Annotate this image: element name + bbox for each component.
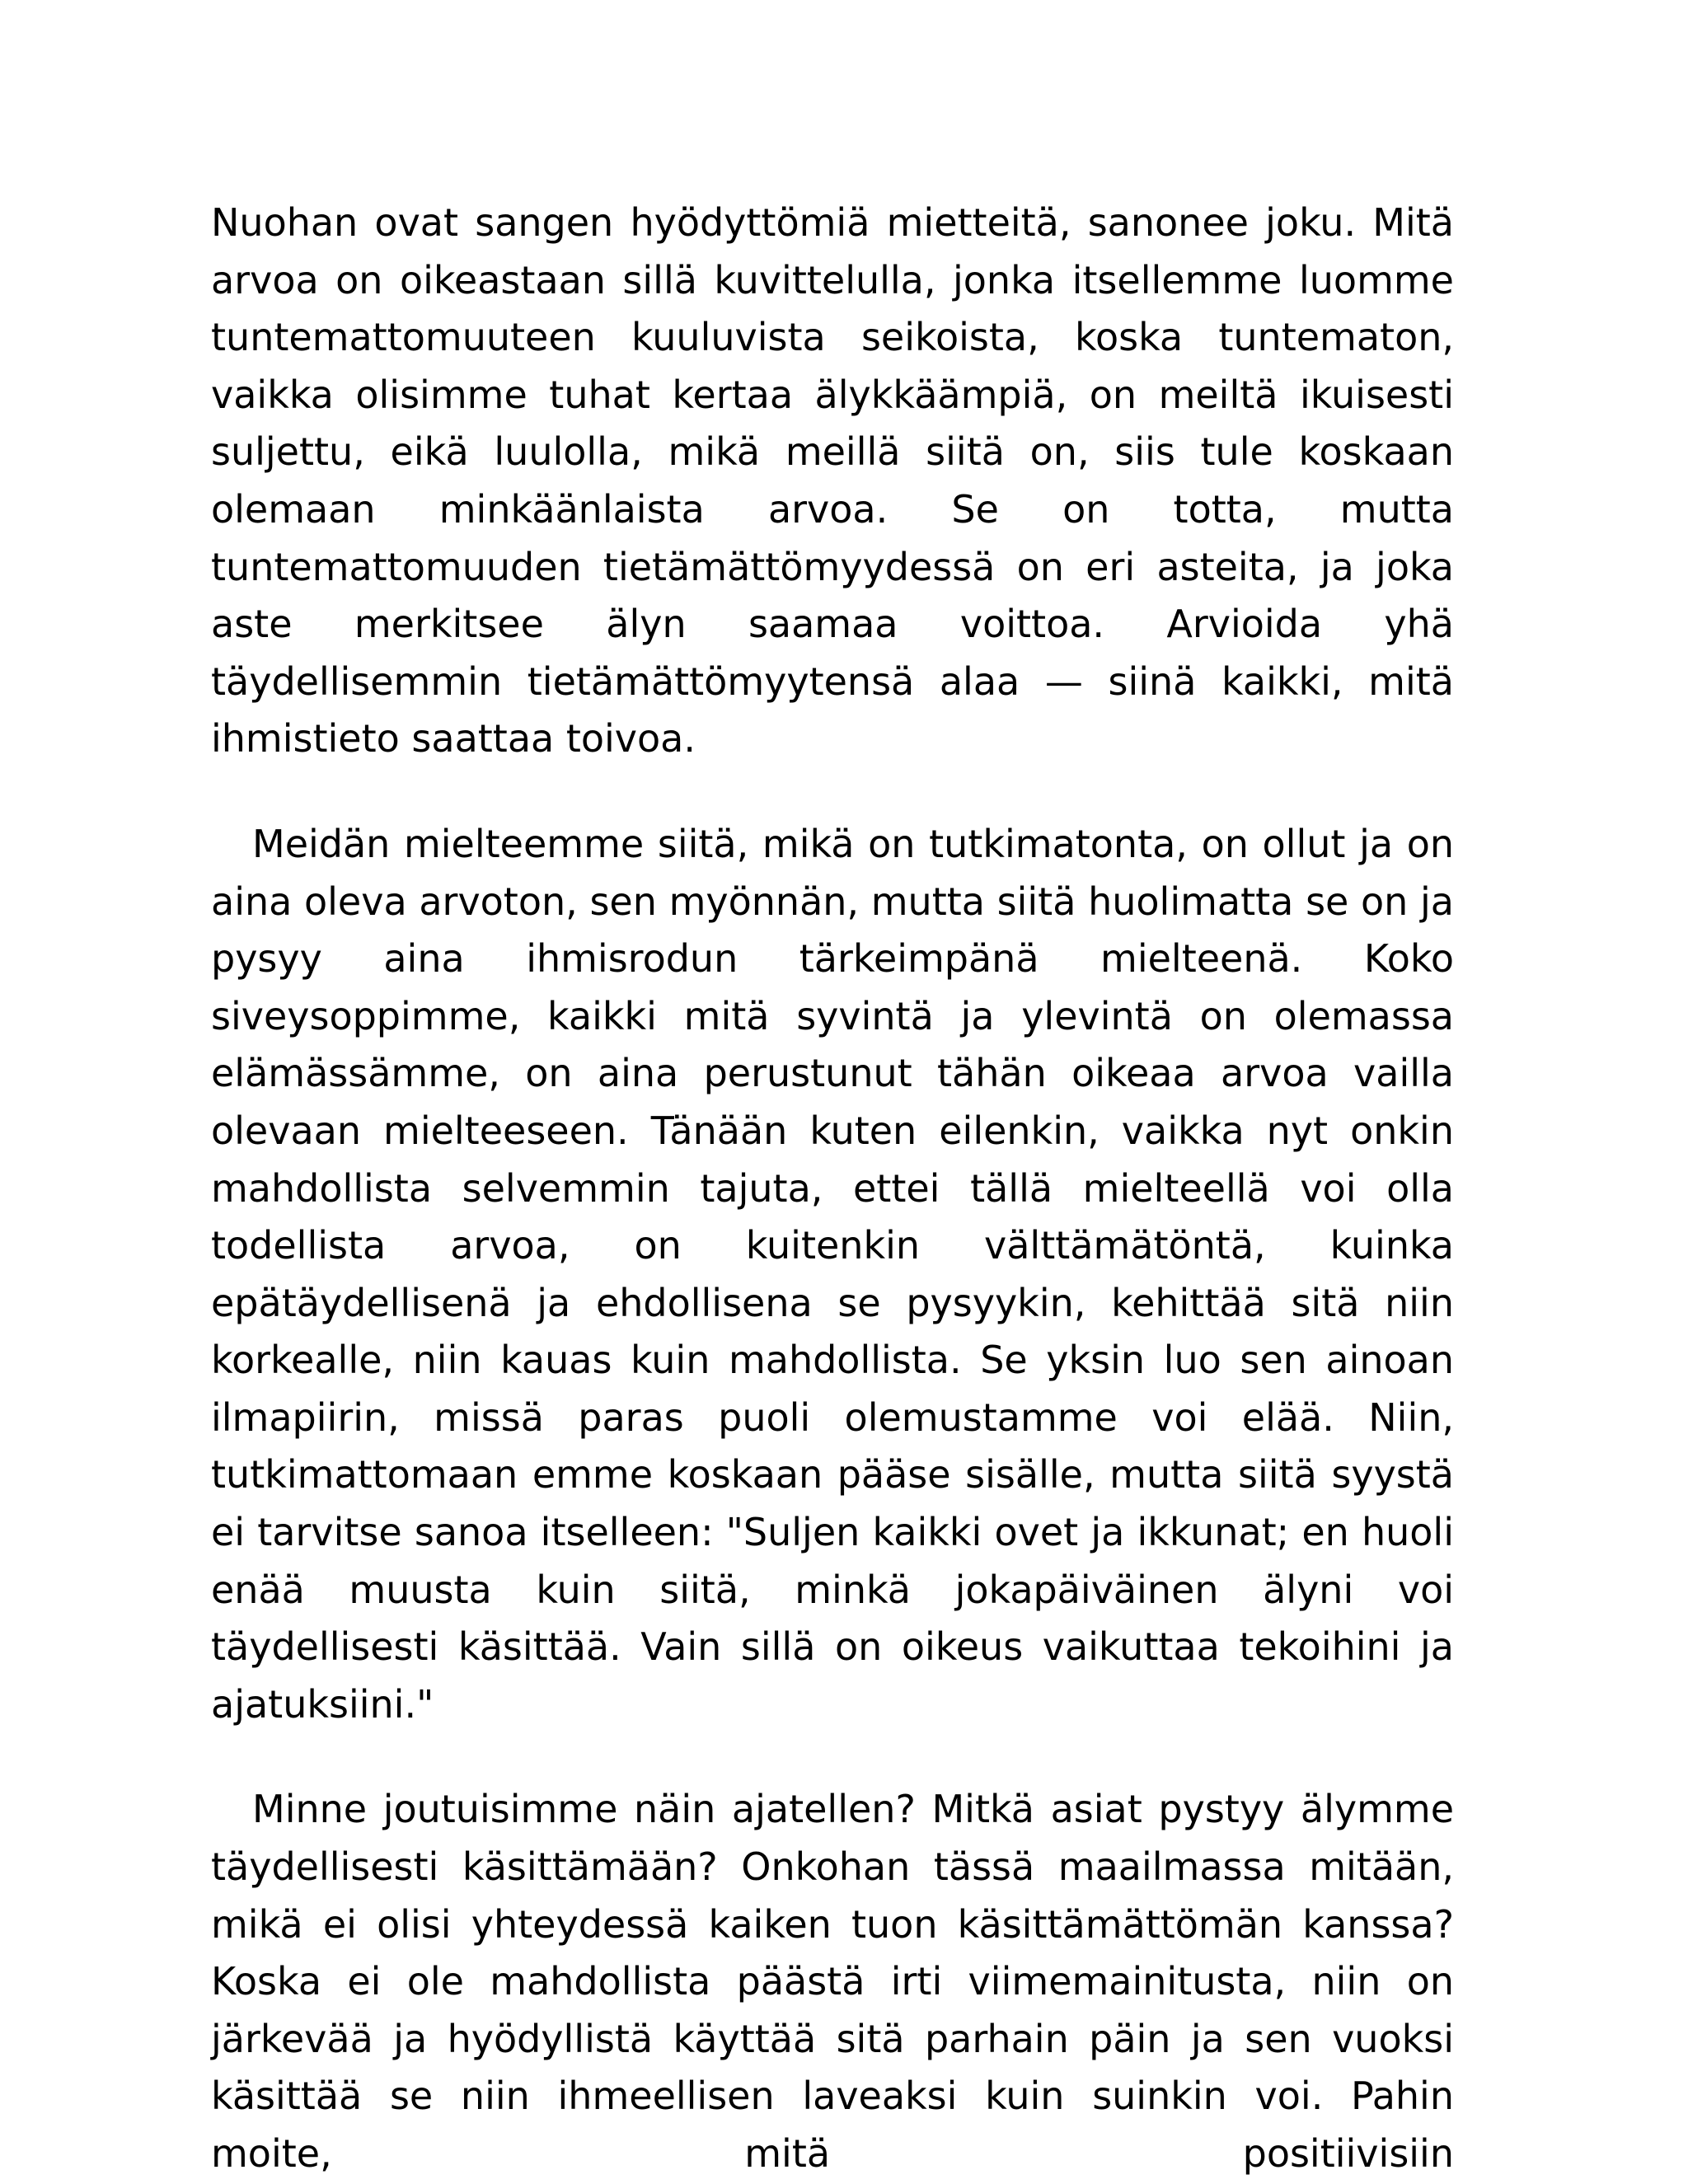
paragraph-3: Minne joutuisimme näin ajatellen? Mitkä asiat pystyy älymme täydellisesti käsittämään? Onkohan tässä maailmassa mitään, mikä ei olisi yhteydessä kaiken tuon käsittämättömän kanssa? Koska ei ole mahdollista päästä irti viimemainitusta, niin on järkevää ja hyödyllistä käyttää sitä parhain päin ja sen vuoksi käsittää se niin ihmeellisen laveaksi kuin suinkin voi. Pahin moite, mitä positiivisiin bbox=[211, 1787, 1454, 2176]
text-column bbox=[211, 194, 1454, 2183]
paragraph-1: Nuohan ovat sangen hyödyttömiä mietteitä, sanonee joku. Mitä arvoa on oikeastaan sillä kuvittelulla, jonka itsellemme luomme tuntemattomuuteen kuuluvista seikoista, koska tuntematon, vaikka olisimme tuhat kertaa älykkäämpiä, on meiltä ikuisesti suljettu, eikä luulolla, mikä meillä siitä on, siis tule koskaan olemaan minkäänlaista arvoa. Se on totta, mutta tuntemattomuuden tietämättömyydessä on eri asteita, ja joka aste merkitsee älyn saamaa voittoa. Arvioida yhä täydellisemmin tietämättömyytensä alaa — siinä kaikki, mitä ihmistieto saattaa toivoa. bbox=[211, 200, 1454, 762]
paragraph-2: Meidän mielteemme siitä, mikä on tutkimatonta, on ollut ja on aina oleva arvoton, sen myönnän, mutta siitä huolimatta se on ja pysyy aina ihmisrodun tärkeimpänä mielteenä. Koko siveysoppimme, kaikki mitä syvintä ja ylevintä on olemassa elämässämme, on aina perustunut tähän oikeaa arvoa vailla olevaan mielteeseen. Tänään kuten eilenkin, vaikka nyt onkin mahdollista selvemmin tajuta, ettei tällä mielteellä voi olla todellista arvoa, on kuitenkin välttämätöntä, kuinka epätäydellisenä ja ehdollisena se pysyykin, kehittää sitä niin korkealle, niin kauas kuin mahdollista. Se yksin luo sen ainoan ilmapiirin, missä paras puoli olemustamme voi elää. Niin, tutkimattomaan emme koskaan pääse sisälle, mutta siitä syystä ei tarvitse sanoa itselleen: "Suljen kaikki ovet ja ikkunat; en huoli enää muusta kuin siitä, minkä jokapäiväinen älyni voi täydellisesti käsittää. Vain sillä on oikeus vaikuttaa tekoihini ja ajatuksiini." bbox=[211, 821, 1454, 1727]
